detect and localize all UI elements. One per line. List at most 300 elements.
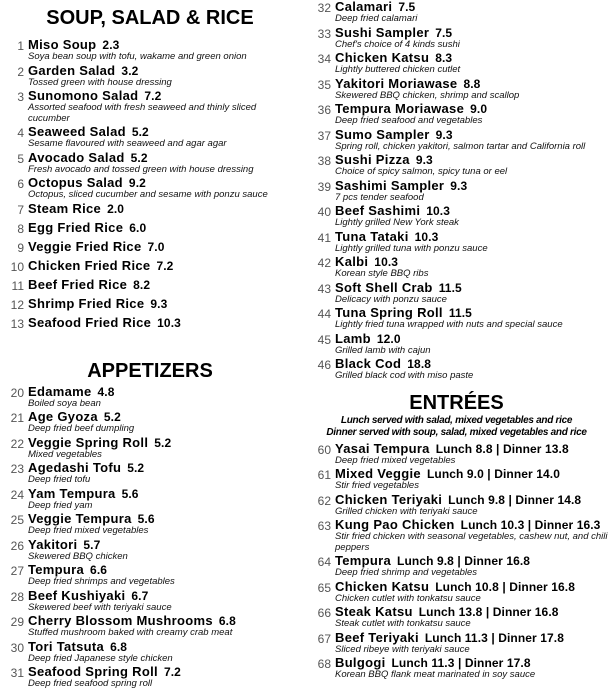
item-name-line (335, 467, 615, 481)
item-price: 7.0 (147, 239, 165, 254)
item-description: Assorted seafood with fresh seaweed and thinly sliced cucumber (28, 102, 257, 124)
item-description: Lightly grilled New York steak (335, 217, 459, 228)
item-name: Cherry Blossom Mushrooms (28, 613, 213, 628)
item-price: 18.8 (407, 357, 432, 371)
item-name-line (335, 0, 615, 14)
item-price: 6.7 (131, 588, 149, 603)
item-number: 13 (10, 316, 24, 331)
item-name: Bulgogi (335, 655, 386, 670)
soup-salad-rice-section (0, 6, 300, 335)
item-description: Stir fried chicken with seasonal vegetables, cashew nut, and chili peppers (335, 531, 608, 553)
item-price: Lunch 10.3 | Dinner 16.3 (460, 518, 601, 532)
menu-item (0, 64, 300, 90)
item-number: 37 (317, 128, 331, 143)
item-name: Tempura (335, 553, 392, 568)
item-name-line (28, 563, 300, 577)
item-name: Edamame (28, 383, 92, 399)
item-number: 21 (10, 411, 24, 425)
item-name: Octopus Salad (28, 175, 123, 190)
item-description: Mixed vegetables (28, 448, 102, 460)
item-name: Seafood Fried Rice (28, 314, 152, 330)
menu-item (298, 281, 615, 307)
item-name: Egg Fried Rice (28, 219, 124, 235)
item-description: Chicken cutlet with tonkatsu sauce (335, 592, 481, 604)
item-price: 5.7 (83, 537, 101, 552)
item-name: Tuna Spring Roll (335, 305, 443, 320)
item-name-line (335, 77, 615, 91)
item-number: 2 (17, 64, 24, 79)
item-number: 38 (317, 154, 331, 168)
menu-item (0, 259, 300, 278)
item-price: 9.0 (470, 102, 488, 116)
item-name: Tempura Moriawase (335, 101, 465, 116)
item-price: 11.5 (448, 306, 472, 320)
item-name-line (335, 518, 615, 532)
item-description: Grilled lamb with cajun (335, 344, 431, 356)
item-name: Soft Shell Crab (335, 279, 433, 295)
menu-item (298, 26, 615, 52)
item-description: Deep fried seafood spring roll (28, 678, 153, 689)
right-column (298, 0, 615, 682)
item-name: Beef Fried Rice (28, 276, 128, 292)
item-description: Sliced ribeye with teriyaki sauce (335, 643, 470, 655)
menu-item (298, 332, 615, 358)
menu-item (298, 357, 615, 383)
item-price: 7.5 (435, 25, 453, 40)
menu-item (298, 518, 615, 554)
item-number: 3 (17, 90, 24, 104)
item-name: Chicken Katsu (335, 578, 430, 594)
item-description: Lightly buttered chicken cutlet (335, 64, 461, 75)
item-price: 12.0 (376, 331, 401, 346)
item-price: 10.3 (426, 204, 451, 218)
item-description: Stuffed mushroom baked with creamy crab meat (28, 627, 233, 638)
item-name: Sushi Pizza (335, 152, 410, 167)
item-description: Fresh avocado and tossed green with house dressing (28, 163, 254, 175)
item-price: 2.3 (102, 38, 120, 52)
menu-item (0, 297, 300, 316)
item-number: 12 (10, 297, 24, 312)
item-price: Lunch 11.3 | Dinner 17.8 (391, 656, 531, 670)
entrees-section (298, 391, 615, 682)
item-name-line (28, 589, 300, 603)
item-price: 9.3 (450, 178, 468, 193)
item-description: 7 pcs tender seafood (335, 191, 424, 203)
item-number: 9 (17, 240, 24, 255)
item-name-line (335, 554, 615, 568)
menu-item (0, 512, 300, 538)
menu-item (0, 240, 300, 259)
item-description: Skewered beef with teriyaki sauce (28, 601, 172, 613)
item-price: 5.6 (137, 512, 155, 526)
item-name-line (28, 125, 300, 139)
item-price: Lunch 11.3 | Dinner 17.8 (424, 630, 565, 645)
item-name: Yakitori Moriawase (335, 75, 458, 91)
item-name-line (28, 176, 300, 190)
menu-item (298, 493, 615, 519)
menu-item (0, 487, 300, 513)
item-number: 28 (10, 589, 24, 604)
item-description: Boiled soya bean (28, 397, 101, 409)
item-name-line (28, 665, 300, 679)
item-name: Miso Soup (28, 37, 97, 52)
item-description: Deep fried calamari (335, 13, 418, 24)
item-description: Deep fried seafood and vegetables (335, 115, 483, 126)
item-name: Seafood Spring Roll (28, 664, 158, 679)
item-name: Chicken Katsu (335, 50, 430, 65)
menu-item-list (298, 442, 615, 682)
item-name-line (28, 640, 300, 654)
menu-item (298, 179, 615, 205)
item-name: Veggie Tempura (28, 511, 132, 526)
item-name: Chicken Teriyaki (335, 491, 443, 507)
item-name: Sumo Sampler (335, 126, 430, 142)
item-description: Deep fried shrimps and vegetables (28, 576, 175, 587)
item-number: 23 (10, 462, 24, 476)
section-title: SOUP, SALAD & RICE (46, 7, 254, 29)
item-name: Garden Salad (28, 62, 116, 78)
item-price: 7.5 (398, 0, 416, 14)
item-price: 10.3 (157, 315, 181, 330)
item-name: Beef Teriyaki (335, 629, 419, 645)
item-name-line (28, 385, 300, 399)
item-description: Deep fried tofu (28, 474, 91, 485)
item-name-line (335, 631, 615, 645)
menu-item (0, 316, 300, 335)
item-name: Avocado Salad (28, 149, 125, 165)
item-number: 20 (10, 385, 24, 400)
menu-item-list (0, 385, 300, 691)
item-name-line (335, 281, 615, 295)
item-number: 67 (317, 631, 331, 646)
item-number: 7 (17, 202, 24, 217)
item-name-line (28, 487, 300, 501)
item-name-line (28, 512, 300, 526)
item-name: Mixed Veggie (335, 466, 421, 481)
item-description: Deep fried beef dumpling (28, 423, 135, 434)
menu-item (298, 631, 615, 657)
item-number: 65 (317, 580, 331, 595)
item-number: 40 (317, 205, 331, 219)
item-number: 64 (317, 555, 331, 569)
item-price: 5.2 (130, 150, 148, 165)
item-number: 32 (317, 1, 331, 15)
menu-item (0, 176, 300, 202)
item-name: Yam Tempura (28, 485, 116, 501)
item-name-line (335, 51, 615, 65)
menu-item (0, 461, 300, 487)
item-price: 10.3 (374, 255, 399, 269)
menu-item (0, 125, 300, 151)
menu-item (298, 442, 615, 468)
item-number: 66 (317, 606, 331, 620)
item-number: 5 (17, 151, 24, 166)
item-number: 42 (317, 256, 331, 270)
item-name: Shrimp Fried Rice (28, 295, 145, 311)
item-name-line (28, 614, 300, 628)
menu-item (298, 554, 615, 580)
item-name: Sunomono Salad (28, 88, 139, 103)
item-number: 61 (317, 468, 331, 482)
menu-item (298, 0, 615, 26)
item-price: 8.8 (463, 76, 481, 91)
menu-item (298, 580, 615, 606)
item-price: 8.3 (435, 51, 453, 65)
item-name-line (28, 64, 300, 78)
item-price: 6.6 (90, 563, 108, 577)
item-price: 5.2 (103, 410, 121, 424)
menu-item (0, 38, 300, 64)
item-name-line (335, 230, 615, 244)
item-name: Veggie Fried Rice (28, 238, 142, 254)
item-price: 8.2 (133, 277, 151, 292)
item-name: Seaweed Salad (28, 124, 126, 139)
appetizers-continued-section (298, 0, 615, 383)
item-description: Grilled black cod with miso paste (335, 370, 474, 381)
item-name-line (28, 278, 300, 292)
item-price: 10.3 (414, 229, 439, 244)
item-number: 34 (317, 52, 331, 66)
item-description: Korean style BBQ ribs (335, 268, 429, 279)
item-number: 68 (317, 657, 331, 671)
item-number: 10 (10, 259, 24, 274)
item-name-line (28, 297, 300, 311)
item-number: 60 (317, 442, 331, 457)
item-description: Choice of spicy salmon, spicy tuna or eel (335, 166, 508, 177)
item-description: Deep fried shrimp and vegetables (335, 567, 478, 578)
item-name: Agedashi Tofu (28, 460, 122, 475)
item-name-line (335, 442, 615, 456)
menu-item (298, 204, 615, 230)
menu-item (0, 410, 300, 436)
item-number: 4 (17, 126, 24, 140)
item-name-line (335, 656, 615, 670)
item-number: 31 (10, 666, 24, 680)
item-number: 25 (10, 513, 24, 527)
item-name: Sushi Sampler (335, 24, 430, 40)
item-name: Calamari (335, 0, 393, 14)
item-name: Tempura (28, 562, 85, 577)
item-name-line (28, 151, 300, 165)
menu-item (0, 665, 300, 691)
item-name-line (335, 605, 615, 619)
menu-item (0, 202, 300, 221)
menu-item (0, 436, 300, 462)
item-price: 5.2 (127, 461, 145, 475)
item-name: Lamb (335, 330, 371, 346)
item-description: Sesame flavoured with seaweed and agar agar (28, 138, 227, 149)
item-name-line (335, 357, 615, 371)
item-number: 1 (17, 39, 24, 53)
item-price: 11.5 (438, 280, 462, 295)
menu-item (298, 255, 615, 281)
item-description: Tossed green with house dressing (28, 76, 172, 88)
item-name: Kung Pao Chicken (335, 517, 455, 532)
item-description: Octopus, sliced cucumber and sesame with ponzu sauce (28, 189, 268, 200)
item-price: 9.3 (150, 296, 168, 311)
item-name-line (28, 89, 300, 103)
item-name-line (28, 316, 300, 330)
item-number: 63 (317, 519, 331, 533)
item-name: Yasai Tempura (335, 440, 430, 456)
section-title: APPETIZERS (87, 359, 213, 382)
item-name-line (28, 259, 300, 273)
item-name-line (28, 221, 300, 235)
item-description: Deep fried mixed vegetables (335, 454, 456, 466)
item-number: 30 (10, 640, 24, 655)
item-number: 27 (10, 564, 24, 578)
item-number: 26 (10, 538, 24, 553)
item-price: Lunch 10.8 | Dinner 16.8 (435, 579, 576, 594)
item-name: Yakitori (28, 536, 78, 552)
menu-item (298, 306, 615, 332)
item-number: 24 (10, 487, 24, 502)
item-description: Deep fried yam (28, 499, 93, 511)
item-name: Veggie Spring Roll (28, 434, 149, 450)
item-name-line (335, 128, 615, 142)
item-name: Tori Tatsuta (28, 638, 105, 654)
menu-item (298, 51, 615, 77)
item-number: 39 (317, 179, 331, 194)
item-price: Lunch 8.8 | Dinner 13.8 (435, 441, 569, 456)
item-description: Lightly fried tuna wrapped with nuts and special sauce (335, 319, 563, 330)
item-price: 7.2 (144, 89, 162, 103)
item-price: Lunch 9.8 | Dinner 16.8 (397, 554, 531, 568)
item-number: 6 (17, 177, 24, 191)
item-name-line (28, 202, 300, 216)
item-price: Lunch 13.8 | Dinner 16.8 (418, 605, 559, 619)
item-description: Lightly grilled tuna with ponzu sauce (335, 242, 488, 254)
item-description: Soya bean soup with tofu, wakame and green onion (28, 51, 247, 62)
menu-item (0, 538, 300, 564)
menu-item-list (0, 38, 300, 335)
item-name-line (28, 538, 300, 552)
item-price: 7.2 (156, 258, 174, 273)
item-number: 8 (17, 221, 24, 236)
section-title: ENTRÉES (409, 391, 504, 414)
item-name: Steak Katsu (335, 604, 413, 619)
item-name: Tuna Tataki (335, 228, 409, 244)
menu-item (298, 153, 615, 179)
item-description: Delicacy with ponzu sauce (335, 293, 447, 305)
item-name-line (335, 332, 615, 346)
item-price: 6.0 (129, 220, 147, 235)
item-description: Steak cutlet with tonkatsu sauce (335, 618, 471, 629)
item-price: 2.0 (107, 201, 125, 216)
item-number: 43 (317, 281, 331, 296)
item-name: Beef Kushiyaki (28, 587, 126, 603)
item-description: Chef's choice of 4 kinds sushi (335, 38, 460, 50)
item-price: Lunch 9.8 | Dinner 14.8 (448, 492, 582, 507)
item-number: 22 (10, 436, 24, 451)
item-name: Chicken Fried Rice (28, 257, 151, 273)
item-name-line (28, 461, 300, 475)
item-description: Deep fried mixed vegetables (28, 525, 149, 536)
item-name-line (335, 580, 615, 594)
item-name: Sashimi Sampler (335, 177, 445, 193)
item-name-line (335, 153, 615, 167)
item-name: Beef Sashimi (335, 203, 421, 218)
item-description: Skewered BBQ chicken, shrimp and scallop (335, 89, 520, 101)
menu-item (0, 385, 300, 411)
menu-item (298, 102, 615, 128)
menu-item (298, 128, 615, 154)
item-name: Kalbi (335, 254, 369, 269)
item-name-line (28, 410, 300, 424)
menu-item (0, 589, 300, 615)
menu-item (298, 230, 615, 256)
item-number: 44 (317, 307, 331, 321)
item-number: 46 (317, 358, 331, 372)
item-price: 3.2 (121, 63, 139, 78)
item-description: Deep fried Japanese style chicken (28, 652, 173, 664)
item-description: Grilled chicken with teriyaki sauce (335, 505, 478, 517)
item-name-line (335, 179, 615, 193)
left-column (0, 6, 300, 691)
item-name-line (335, 493, 615, 507)
menu-item-list (298, 0, 615, 383)
item-name-line (335, 26, 615, 40)
appetizers-section (0, 359, 300, 691)
menu-item (298, 656, 615, 682)
item-name-line (335, 306, 615, 320)
menu-item (298, 605, 615, 631)
item-price: 9.3 (435, 127, 453, 142)
menu-item (0, 640, 300, 666)
item-description: Skewered BBQ chicken (28, 550, 128, 562)
item-name: Black Cod (335, 356, 402, 371)
menu-item (298, 77, 615, 103)
item-price: 5.2 (154, 435, 172, 450)
menu-item (0, 89, 300, 125)
item-name-line (28, 436, 300, 450)
item-number: 11 (11, 278, 24, 293)
item-price: 9.2 (128, 176, 146, 190)
menu-item (0, 221, 300, 240)
menu-item (298, 467, 615, 493)
item-price: Lunch 9.0 | Dinner 14.0 (426, 467, 560, 481)
item-number: 41 (317, 230, 331, 245)
item-price: 6.8 (110, 639, 128, 654)
item-number: 33 (317, 26, 331, 41)
item-name: Steam Rice (28, 200, 102, 216)
item-name-line (335, 255, 615, 269)
item-number: 29 (10, 615, 24, 629)
menu-item (0, 563, 300, 589)
item-description: Spring roll, chicken yakitori, salmon tartar and California roll (335, 140, 586, 152)
item-price: 9.3 (415, 153, 433, 167)
item-name-line (28, 38, 300, 52)
item-description: Stir fried vegetables (335, 480, 419, 491)
menu-item (0, 614, 300, 640)
item-price: 7.2 (163, 665, 181, 679)
item-price: 4.8 (97, 384, 115, 399)
item-name: Age Gyoza (28, 409, 98, 424)
item-name-line (335, 102, 615, 116)
item-number: 62 (317, 493, 331, 508)
dinner-note: Dinner served with soup, salad, mixed vegetables and rice (326, 426, 587, 438)
item-price: 6.8 (218, 614, 236, 628)
menu-item (0, 278, 300, 297)
item-number: 45 (317, 332, 331, 347)
menu-item (0, 151, 300, 177)
item-price: 5.6 (121, 486, 139, 501)
item-number: 35 (317, 77, 331, 92)
item-number: 36 (317, 103, 331, 117)
lunch-note: Lunch served with salad, mixed vegetables and rice (340, 414, 573, 426)
item-description: Korean BBQ flank meat marinated in soy sauce (335, 669, 536, 680)
item-name-line (335, 204, 615, 218)
